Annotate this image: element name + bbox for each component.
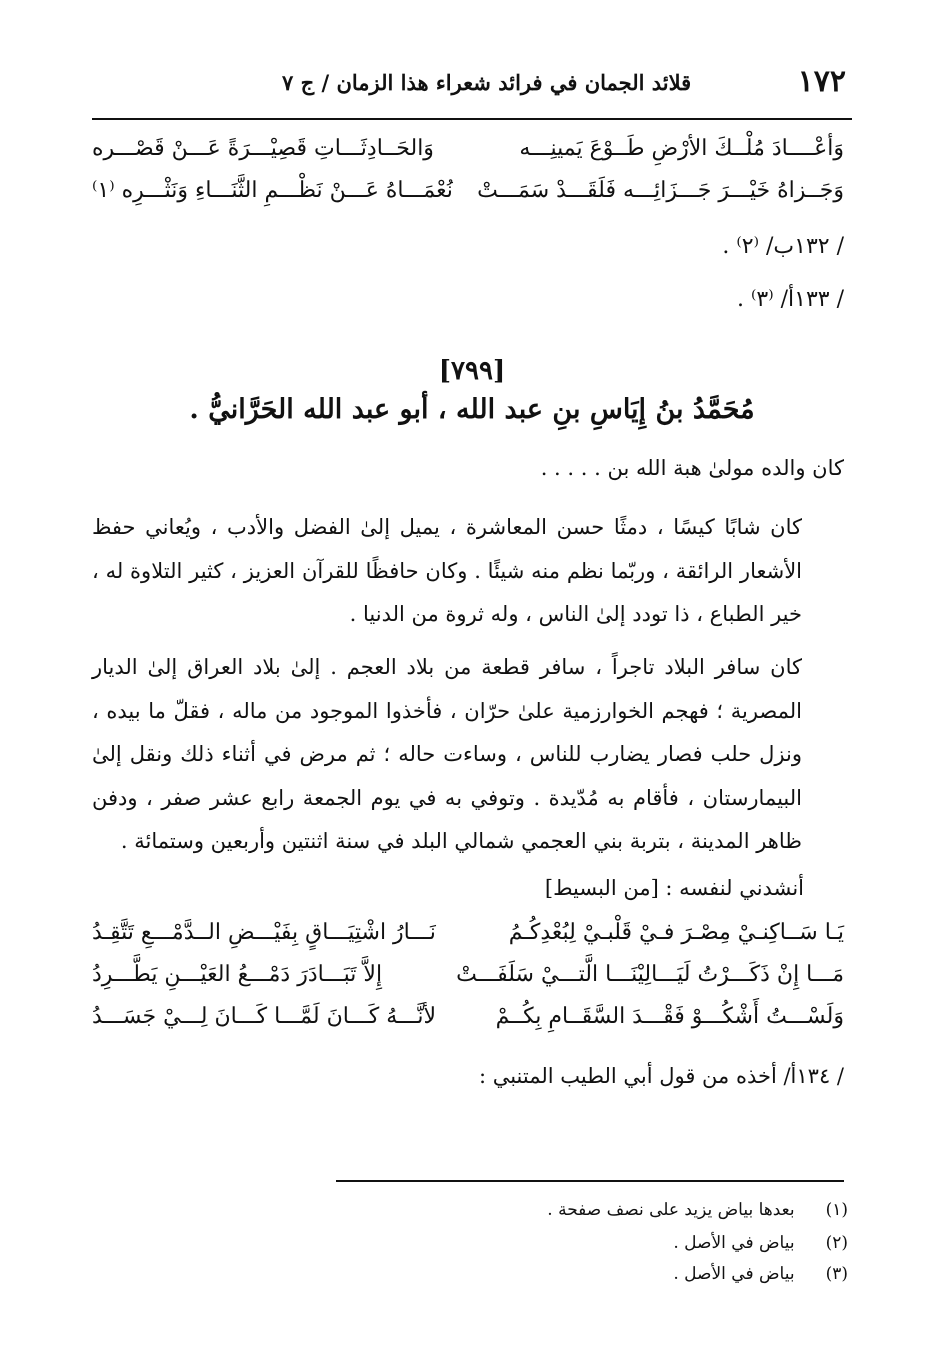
- verse-first-hemistich: وَأعْــــادَ مُلْــكَ الأرْضِ طَــوْعَ يَمينِـــه: [519, 136, 844, 161]
- poem-verse: [92, 962, 844, 1002]
- poem-verse: [92, 1004, 844, 1044]
- body-paragraph: كان شابًا كيسًا ، دمثًا حسن المعاشرة ، يميل إلىٰ الفضل والأدب ، ويُعاني حفظ الأشعار الرائقة ، وربّما نظم منه شيئًا . وكان حافظًا للقرآن العزيز ، كثير التلاوة له ، خير الطباع ، ذا تودد إلىٰ الناس ، وله ثروة من الدنيا .: [92, 515, 802, 626]
- footnote-text: بعدها بياض يزيد على نصف صفحة .: [547, 1200, 795, 1220]
- verse-line: [92, 178, 844, 218]
- header-rule: [92, 118, 852, 120]
- footnote: [673, 1264, 848, 1284]
- page-number: ١٧٢: [797, 64, 846, 99]
- verse-line: [92, 136, 844, 176]
- footnote-text: بياض في الأصل .: [673, 1233, 795, 1253]
- verse-second-hemistich: نَـــارُ اشْتِيَـــاقٍ بِفَيْـــضِ الــدَّمْـــعِ تَتَّقِـدُ: [92, 920, 436, 945]
- footnote-text: بياض في الأصل .: [673, 1264, 795, 1284]
- footnote-number: (٣): [825, 1264, 848, 1284]
- page-header: [92, 60, 852, 104]
- entry-number: [٧٩٩]: [438, 356, 506, 386]
- entry-title: مُحَمَّدُ بنُ إِيَاسِ بنِ عبد الله ، أبو عبد الله الحَرَّانيُّ .: [189, 394, 755, 425]
- verse-second-hemistich: لأنَّـــهُ كَـــانَ لَمَّـــا كَـــانَ لِـــيْ جَسَـــدُ: [92, 1004, 437, 1029]
- running-title: قلائد الجمان في فرائد شعراء هذا الزمان / ج ٧: [282, 70, 692, 95]
- verse-second-hemistich: إِلاَّ تَبَـــادَرَ دَمْـــعُ العَيْـــنِ يَطَّـــرِدُ: [92, 962, 383, 987]
- verse-first-hemistich: وَجَــزاهُ خَيْـــرَ جَـــزَائِـــه فَلَقَـــدْ سَمَـــتْ: [477, 178, 844, 203]
- closing-line: / ١٣٤أ/ أخذه من قول أبي الطيب المتنبي :: [478, 1064, 844, 1088]
- footnote: [547, 1200, 848, 1220]
- verse-first-hemistich: مَـــا إِنْ ذَكَـــرْتُ لَيَـــالِيْنَـــا الَّتـــيْ سَلَفَـــتْ: [456, 962, 844, 987]
- poem-intro: أنشدني لنفسه : [من البسيط]: [544, 876, 804, 900]
- footnote: [673, 1233, 848, 1253]
- manuscript-folio-ref: / ١٣٣أ/ ⁽٣⁾ .: [737, 287, 844, 312]
- verse-first-hemistich: يَـا سَــاكِنـيْ مِصْـرَ فـيْ قَلْبـيْ لِبُعْدِكُـمُ: [508, 920, 844, 945]
- verse-second-hemistich: نُعْمَـــاهُ عَـــنْ نَظْـــمِ الثَّنَـــاءِ وَنَثْـــرِه ⁽١⁾: [92, 178, 453, 203]
- body-paragraph: كان سافر البلاد تاجراً ، سافر قطعة من بلاد العجم . إلىٰ بلاد العراق إلىٰ الديار المصرية ؛ فهجم الخوارزمية علىٰ حرّان ، فأخذوا الموجود من ماله ، فقلّ ما بيده ، ونزل حلب فصار يضارب للناس ، وساءت حاله ؛ ثم مرض في أثناء ذلك ونقل إلىٰ البيمارستان ، فأقام به مُدّيدة . وتوفي به في يوم الجمعة رابع عشر صفر ، ودفن ظاهر المدينة ، بتربة بني العجمي شمالي البلد في سنة اثنتين وأربعين وستمائة .: [92, 655, 802, 853]
- footnote-number: (١): [825, 1200, 848, 1220]
- footnote-number: (٢): [825, 1233, 848, 1253]
- verse-first-hemistich: وَلَسْـــتُ أَشْكُـــوْ فَقْـــدَ السَّقَــامِ بِكُــمْ: [495, 1004, 844, 1029]
- manuscript-folio-ref: / ١٣٢ب/ ⁽٢⁾ .: [722, 234, 844, 259]
- poem-verse: [92, 920, 844, 960]
- footnote-rule: [336, 1180, 844, 1182]
- body-line: كان والده مولىٰ هبة الله بن . . . . .: [540, 456, 844, 480]
- verse-second-hemistich: وَالحَــادِثَـــاتِ قَصِيْـــرَةً عَـــنْ قَصْـــره: [92, 136, 434, 161]
